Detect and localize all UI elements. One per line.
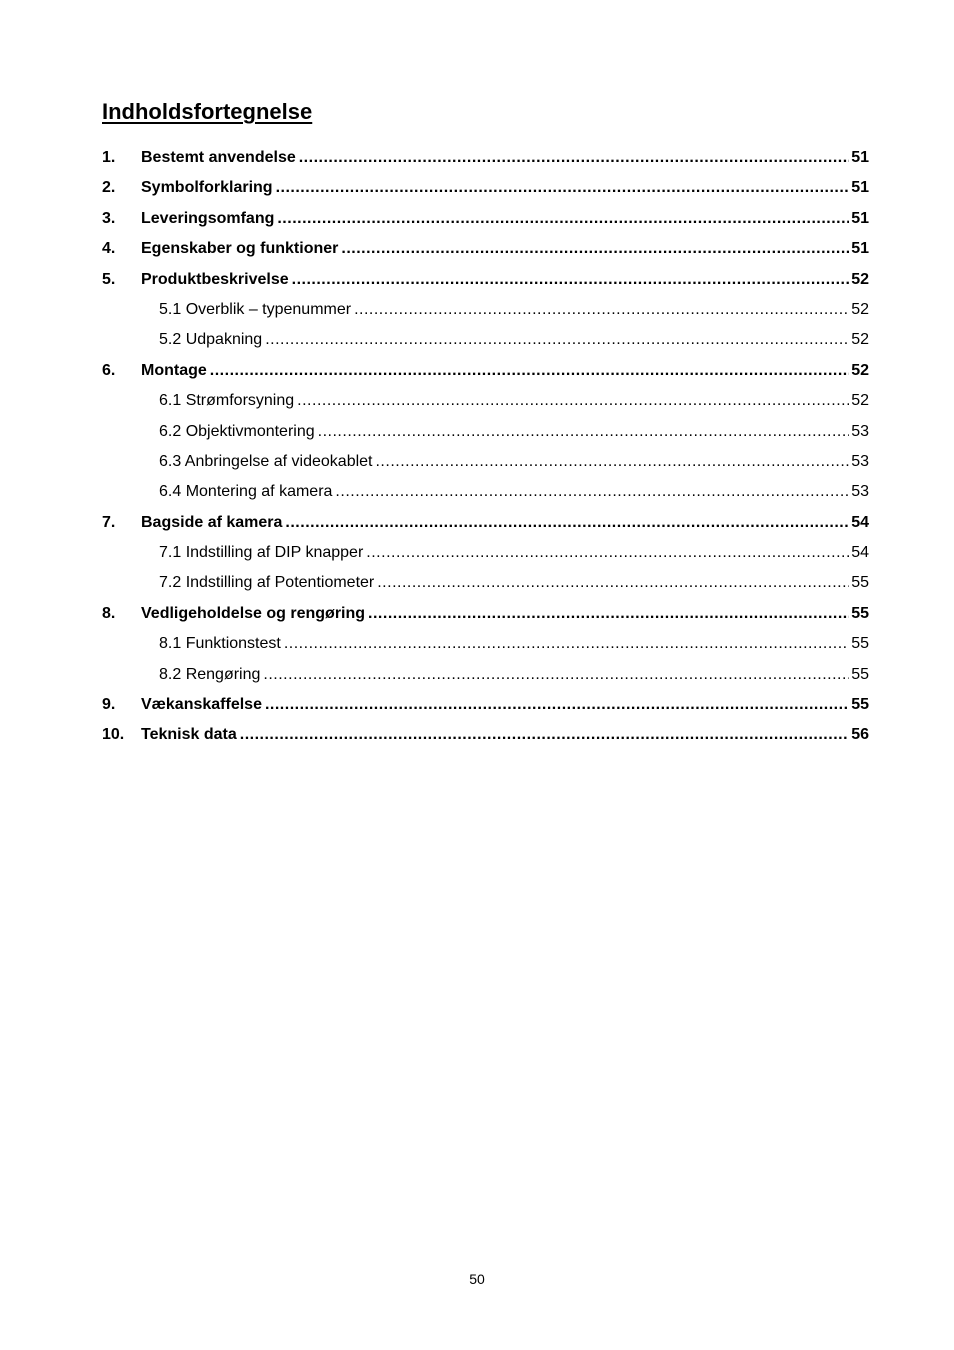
toc-entry-page: 56 <box>851 726 869 744</box>
toc-entry-page: 51 <box>851 240 869 258</box>
toc-dot-leader <box>375 447 849 477</box>
toc-dot-leader <box>341 234 849 264</box>
toc-dot-leader <box>299 143 849 173</box>
toc-entry-number: 8. <box>102 604 116 622</box>
toc-dot-leader <box>240 720 849 750</box>
toc-entry-page: 55 <box>851 665 869 683</box>
toc-subentry[interactable] <box>102 417 869 447</box>
toc-dot-leader <box>265 690 849 720</box>
toc-entry[interactable] <box>102 720 869 750</box>
toc-entry-page: 51 <box>851 209 869 227</box>
toc-subentry[interactable] <box>102 568 869 598</box>
toc-entry-title: 8.1 Funktionstest <box>159 635 281 653</box>
toc-entry-page: 54 <box>851 513 869 531</box>
toc-entry-number: 5. <box>102 270 116 288</box>
toc-subentry[interactable] <box>102 386 869 416</box>
toc-dot-leader <box>265 325 849 355</box>
toc-entry-title: Teknisk data <box>141 726 237 744</box>
page-title: Indholdsfortegnelse <box>102 99 313 124</box>
toc-entry-title: Vedligeholdelse og rengøring <box>141 604 366 622</box>
toc-entry[interactable] <box>102 599 869 629</box>
toc-entry-page: 55 <box>851 574 869 592</box>
toc-entry[interactable] <box>102 204 869 234</box>
toc-entry-page: 55 <box>851 635 869 653</box>
table-of-contents <box>102 143 869 751</box>
toc-entry-title: Vækanskaffelse <box>141 696 262 714</box>
toc-dot-leader <box>276 173 850 203</box>
toc-entry-page: 51 <box>851 149 869 166</box>
toc-entry[interactable] <box>102 234 869 264</box>
toc-entry-page: 53 <box>851 422 869 440</box>
toc-entry-title: 6.3 Anbringelse af videokablet <box>159 452 373 470</box>
toc-entry-page: 55 <box>851 604 869 622</box>
toc-subentry[interactable] <box>102 477 869 507</box>
toc-entry-title: 7.1 Indstilling af DIP knapper <box>159 544 364 562</box>
toc-entry-title: Produktbeskrivelse <box>141 270 289 288</box>
toc-entry-number: 1. <box>102 149 116 166</box>
toc-entry-page: 52 <box>851 361 869 379</box>
toc-entry-page: 51 <box>851 179 869 197</box>
toc-entry[interactable] <box>102 508 869 538</box>
toc-entry-page: 52 <box>851 270 869 288</box>
toc-entry-page: 52 <box>851 300 869 318</box>
toc-entry-title: 6.1 Strømforsyning <box>159 392 295 410</box>
toc-entry-title: Montage <box>141 361 207 379</box>
toc-subentry[interactable] <box>102 660 869 690</box>
toc-entry[interactable] <box>102 690 869 720</box>
toc-dot-leader <box>377 568 849 598</box>
toc-entry[interactable] <box>102 143 869 173</box>
toc-dot-leader <box>285 508 849 538</box>
toc-subentry[interactable] <box>102 629 869 659</box>
toc-entry-title: 5.1 Overblik – typenummer <box>159 300 352 318</box>
toc-entry-title: 5.2 Udpakning <box>159 331 263 349</box>
toc-entry-page: 52 <box>851 331 869 349</box>
toc-entry-page: 53 <box>851 452 869 470</box>
toc-entry-title: Egenskaber og funktioner <box>141 240 339 258</box>
toc-dot-leader <box>368 599 849 629</box>
toc-entry-title: Symbolforklaring <box>141 179 273 197</box>
toc-entry-page: 52 <box>851 392 869 410</box>
toc-entry-page: 54 <box>851 544 869 562</box>
toc-subentry[interactable] <box>102 295 869 325</box>
toc-entry-number: 3. <box>102 209 116 227</box>
toc-dot-leader <box>277 204 849 234</box>
toc-dot-leader <box>354 295 849 325</box>
toc-entry-title: 6.4 Montering af kamera <box>159 483 333 501</box>
toc-entry[interactable] <box>102 173 869 203</box>
toc-dot-leader <box>210 356 849 386</box>
toc-entry-number: 9. <box>102 696 116 714</box>
toc-entry-title: Bagside af kamera <box>141 513 283 531</box>
toc-dot-leader <box>335 477 849 507</box>
toc-dot-leader <box>292 265 850 295</box>
toc-dot-leader <box>284 629 849 659</box>
toc-entry[interactable] <box>102 265 869 295</box>
toc-entry-title: 7.2 Indstilling af Potentiometer <box>159 574 375 592</box>
toc-subentry[interactable] <box>102 325 869 355</box>
toc-dot-leader <box>297 386 849 416</box>
toc-entry[interactable] <box>102 356 869 386</box>
toc-entry-number: 10. <box>102 726 125 744</box>
toc-entry-number: 2. <box>102 179 116 197</box>
toc-entry-page: 55 <box>851 696 869 714</box>
toc-subentry[interactable] <box>102 538 869 568</box>
toc-entry-title: 6.2 Objektivmontering <box>159 422 315 440</box>
toc-entry-number: 7. <box>102 513 116 531</box>
toc-subentry[interactable] <box>102 447 869 477</box>
toc-entry-page: 53 <box>851 483 869 501</box>
page-number: 50 <box>469 1271 485 1287</box>
toc-entry-title: Leveringsomfang <box>141 209 275 227</box>
toc-entry-title: Bestemt anvendelse <box>141 149 296 166</box>
toc-entry-number: 6. <box>102 361 116 379</box>
toc-dot-leader <box>318 417 850 447</box>
toc-entry-title: 8.2 Rengøring <box>159 665 261 683</box>
toc-dot-leader <box>263 660 849 690</box>
toc-entry-number: 4. <box>102 240 116 258</box>
toc-dot-leader <box>366 538 849 568</box>
